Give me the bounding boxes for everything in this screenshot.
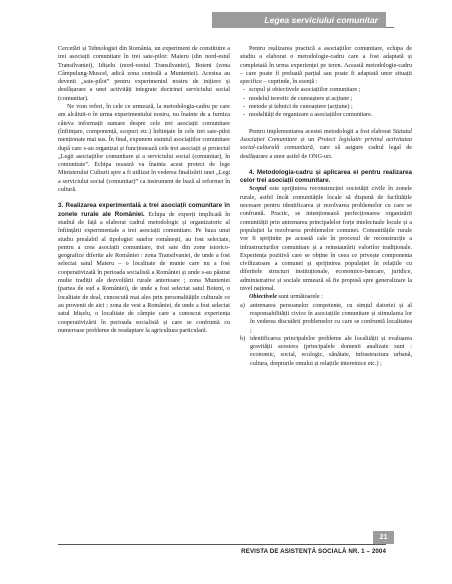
paragraph: [240, 185, 412, 293]
paragraph: [240, 293, 412, 301]
list-item: - scopul și obiectivele asociațiilor comunitare ;: [240, 86, 412, 94]
list-item: - metode și tehnici de cunoaștere (acțiune) ;: [240, 103, 412, 111]
paragraph: [240, 128, 412, 161]
list-item-text: antrenarea persoanelor competente, cu simțul datoriei și al responsabilității civice în asociațiile comunitare și stimularea lor în vederea discutării problemelor cu care se confruntă localitatea ;: [250, 302, 412, 334]
section-3-text: Echipa de experți implicată în studiul de față a elaborat cadrul metodologic și organizatoric al înființării experimentale a trei asociații comunitare. Pe baza unui studiu prealabil al tipologiei satelor românești, au fost selectate, pentru a crea asociații comunitare, trei sate din zone istorico-geografice diferite ale României : zona Transilvaniei, de unde a fost selectat satul Maieru – o localitate de munte care nu a fost cooperativizată în perioada socialistă a României și unde s-au păstrat multe tradiții ale dezvoltării rurale anterioare ; zona Munteniei (partea de sud a României), de unde a fost selectat satul Boteni, o localitate de deal, cunoscută mai ales prin personalitățile culturale ce au provenit de aici ; zona de vest a României, de unde a fost selectat satul Idișelu, o localitate de câmpie care a cunoscut experiența cooperativizării în perioada socialistă și care se confruntă cu numeroase probleme de readaptare la agricultura particulară.: [58, 211, 230, 334]
list-marker: a): [240, 302, 245, 309]
scope-label: Scopul: [249, 186, 267, 193]
statute-title: Statutul Asociației Comunitare: [240, 128, 412, 143]
journal-footer: REVISTA DE ASISTENȚĂ SOCIALĂ NR. 1 – 2004: [241, 548, 386, 555]
list-item-text: identificarea principalelor probleme ale localității și evaluarea gravității acestora (principalele domenii analizate sunt : economic, social, ecologic, sănătate, infrastructura urbană, cultura, drepturile omului și relațiile interetnice etc.) ;: [250, 335, 412, 367]
law-project-title: Proiect legislativ privind activitatea social-culturală comunitară: [240, 136, 413, 152]
objectives-list: [240, 302, 412, 368]
list-item: - modalități de organizare a asociațiilor comunitare.: [240, 111, 412, 119]
list-item: - modelul teoretic de cunoaștere și acțiune ;: [240, 95, 412, 103]
list-item: [240, 335, 412, 368]
footer-rule: [58, 544, 386, 545]
list-item: [240, 302, 412, 335]
text-run: , care să asigure cadrul legal de desfășurare a unor astfel de ONG-uri.: [240, 145, 412, 160]
text-run: Pentru implementarea acestei metodologii a fost elaborat: [249, 128, 393, 135]
list-marker: b): [240, 335, 246, 342]
section-4-title: 4. Metodologia-cadru și aplicarea ei pentru realizarea celor trei asociații comunitare.: [240, 168, 412, 185]
paragraph: Pentru realizarea practică a asociațiilor comunitare, echipa de studiu a elaborat o metodologie-cadru care a fost adaptată și completată în urma experienței pe teren. Această metodologie-cadru – care poate fi preluată parțial sau poate fi adaptată unor situații specifice – cuprinde, în esență :: [240, 46, 412, 86]
header-rule: [386, 27, 394, 28]
section-3-title: 3. Realizarea experimentală a trei asociații comunitare în zonele rurale ale României.: [58, 202, 230, 218]
left-column: [58, 45, 230, 335]
running-header: Legea serviciului comunitar: [212, 12, 386, 28]
page-number: 21: [373, 531, 394, 544]
text-run: și un: [297, 136, 318, 143]
paragraph: Cercetări și Tehnologiei din România, un experiment de constituire a trei asociații comunitare în trei sate-pilot: Maieru (din nord-estul Transilvaniei), Idișelu (nord-vestul Transilvaniei), Boteni (zona Câmpulung-Muscel, adică zona centrală a Munteniei). Acestea au devenit „sate-pilot” pentru experimentul nostru de inițiere și desfășurare a unei activități integrate doctrinei serviciului social (comunitar).: [58, 46, 230, 102]
right-column: [240, 45, 412, 368]
objectives-label: Obiectivele: [249, 294, 277, 301]
scope-text: este sprijinirea reconstrucției societății civile în zonele rurale, astfel încât comunitățile locale să dispună de facilitățile necesare pentru identificarea și rezolvarea problemelor cu care se confruntă. Practic, se intenționează perfecționarea organizării comunității prin antrenarea principalelor forțe intelectuale locale și a populației la rezolvarea problemelor comunei. Comunitățile rurale vor fi sprijinite pe această cale în procesul de reconstrucție a infrastructurilor comunitare și a reinstaurării valorilor tradiționale. Experiența pozitivă care se obține în ceea ce privește componenta civilizatoare a comunei și sprijinirea populației în relațiile cu diferitele structuri instituționale, economico-bancare, juridice, administrative și sociale urmează să fie propusă spre generalizare la nivel național.: [240, 186, 412, 293]
methodology-list: [240, 86, 412, 119]
objectives-text: sunt următoarele :: [276, 294, 323, 301]
paragraph: Ne vom referi, în cele ce urmează, la metodologia-cadru pe care am alcătuit-o în urma experimentului nostru, nu înainte de a furniza câteva informații sumare despre cele trei asociații comunitare (înființare, componență, scopuri etc.) înființate în cele trei sate-pilot menționate mai sus. În final, expunem statutul asociațiilor comunitare după care s-au organizat și funcționează cele trei asociații și proiectul „Legii asociațiilor comunitare și a serviciului social (comunitar), în comunitate”. Echipa noastră va înainta acest proiect de lege Ministerului Culturii spre a fi utilizat în vederea finalizării unei „Legi a serviciului social (comunitar)” ca instrument de bază al reformei în cultură.: [58, 104, 230, 194]
